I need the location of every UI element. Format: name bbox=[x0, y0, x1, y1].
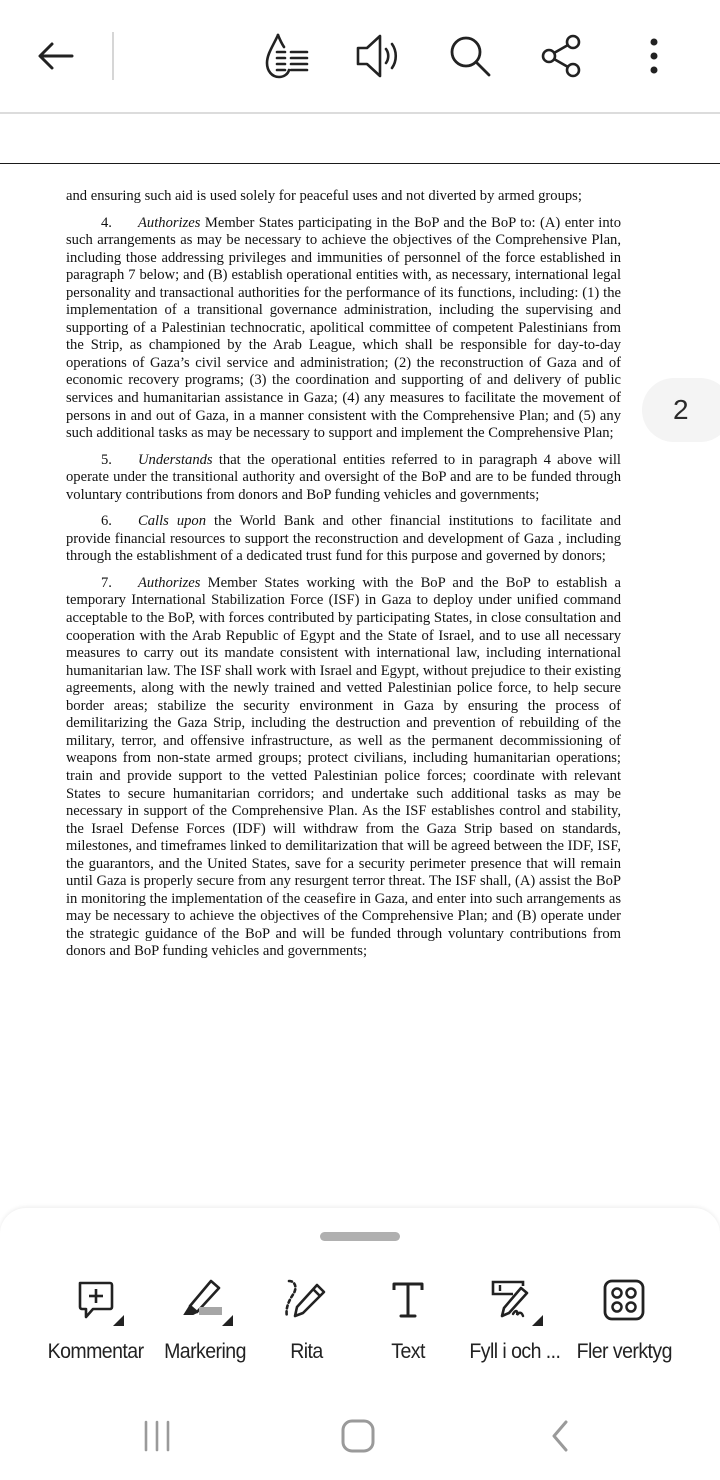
read-aloud-button[interactable] bbox=[352, 30, 404, 82]
paragraph-4 bbox=[66, 215, 621, 443]
secondary-bar bbox=[0, 114, 720, 163]
home-icon bbox=[341, 1419, 375, 1453]
tool-comment[interactable] bbox=[42, 1274, 150, 1374]
tool-label: Kommentar bbox=[48, 1340, 144, 1363]
back-button[interactable] bbox=[30, 30, 82, 82]
expand-indicator-icon bbox=[532, 1315, 543, 1326]
home-button[interactable] bbox=[328, 1416, 388, 1456]
more-options-button[interactable] bbox=[628, 30, 680, 82]
tool-text[interactable] bbox=[368, 1274, 448, 1374]
tool-icon-wrap bbox=[594, 1274, 654, 1326]
expand-indicator-icon bbox=[222, 1315, 233, 1326]
tool-label: Fler verktyg bbox=[576, 1340, 672, 1363]
paragraph-6 bbox=[66, 513, 621, 566]
tool-label: Text bbox=[391, 1340, 425, 1363]
more-options-icon bbox=[648, 36, 660, 76]
paragraph-number: 6. bbox=[101, 513, 112, 530]
document-page-text bbox=[66, 188, 621, 970]
tool-icon-wrap bbox=[378, 1274, 438, 1326]
tool-highlight[interactable] bbox=[155, 1274, 255, 1374]
recent-apps-icon bbox=[142, 1420, 172, 1452]
paragraph-5 bbox=[66, 452, 621, 505]
tool-label: Fyll i och ... bbox=[469, 1340, 561, 1363]
liquid-mode-icon bbox=[261, 32, 311, 80]
paragraph-text: Member States participating in the BoP and the BoP to: (A) enter into such arrangements as may be necessary to achieve the objectives of the Comprehensive Plan, including those addressing privileges and immunities of personnel of the force established in paragraph 7 below; and (B) establish operational entities with, as necessary, international legal personality and transactional authorities for the performance of its functions, including: (1) the implementation of a transitional governance administration, including the supervising and supporting of a Palestinian technocratic, apolitical committee of competent Palestinians from the Strip, as championed by the Arab League, which shall be responsible for day-to-day operations of Gaza’s civil service and administration; (2) the reconstruction of Gaza and of economic recovery programs; (3) the coordination and supporting of and delivery of public services and humanitarian assistance in Gaza; (4) any measures to facilitate the movement of persons in and out of Gaza, in a manner consistent with the Comprehensive Plan; and (5) any such additional tasks as may be necessary to support and implement the Comprehensive Plan; bbox=[66, 214, 621, 442]
draw-pencil-icon bbox=[283, 1277, 329, 1323]
operative-verb: Authorizes bbox=[138, 214, 201, 231]
read-aloud-icon bbox=[354, 33, 402, 79]
back-arrow-icon bbox=[36, 41, 76, 71]
paragraph-number: 7. bbox=[101, 574, 112, 591]
recent-apps-button[interactable] bbox=[127, 1416, 187, 1456]
more-tools-icon bbox=[603, 1279, 645, 1321]
operative-verb: Authorizes bbox=[138, 574, 201, 591]
tools-bottom-sheet bbox=[0, 1208, 720, 1398]
tool-draw[interactable] bbox=[266, 1274, 346, 1374]
add-comment-icon bbox=[76, 1280, 116, 1320]
paragraph-7 bbox=[66, 575, 621, 961]
liquid-mode-button[interactable] bbox=[260, 30, 312, 82]
tool-icon-wrap bbox=[175, 1274, 235, 1326]
text-icon bbox=[391, 1281, 425, 1319]
tool-label: Markering bbox=[164, 1340, 246, 1363]
operative-verb: Understands bbox=[138, 451, 213, 468]
tool-icon-wrap bbox=[485, 1274, 545, 1326]
top-app-bar bbox=[0, 0, 720, 112]
operative-verb: Calls upon bbox=[138, 513, 207, 530]
expand-indicator-icon bbox=[113, 1315, 124, 1326]
document-viewer[interactable] bbox=[0, 164, 720, 1224]
search-icon bbox=[448, 34, 492, 78]
sheet-drag-handle[interactable] bbox=[320, 1232, 400, 1241]
system-back-button[interactable] bbox=[530, 1416, 590, 1456]
toolbar-divider bbox=[112, 32, 114, 80]
share-icon bbox=[540, 34, 584, 78]
paragraph-continuation bbox=[66, 188, 621, 206]
search-button[interactable] bbox=[444, 30, 496, 82]
page-number: 2 bbox=[673, 394, 689, 425]
paragraph-number: 5. bbox=[101, 451, 112, 468]
tool-label: Rita bbox=[289, 1340, 323, 1363]
share-button[interactable] bbox=[536, 30, 588, 82]
system-navigation-bar bbox=[0, 1398, 720, 1480]
paragraph-text: Member States working with the BoP and the BoP to establish a temporary International Stabilization Force (ISF) in Gaza to deploy under unified command acceptable to the BoP, with forces contributed by participating States, in close consultation and cooperation with the Arab Republic of Egypt and the State of Israel, and to use all necessary measures to carry out its mandate consistent with international law, including international humanitarian law. The ISF shall work with Israel and Egypt, without prejudice to their existing agreements, along with the newly trained and vetted Palestinian police force, to help secure border areas; stabilize the security environment in Gaza by ensuring the process of demilitarizing the Gaza Strip, including the destruction and prevention of rebuilding of the military, terror, and offensive infrastructure, as well as the permanent decommissioning of weapons from non-state armed groups; protect civilians, including humanitarian operations; train and provide support to the vetted Palestinian police forces; coordinate with relevant States to secure humanitarian corridors; and undertake such additional tasks as may be necessary in support of the Comprehensive Plan. As the ISF establishes control and stability, the Israel Defense Forces (IDF) will withdraw from the Gaza Strip based on standards, milestones, and timeframes linked to demilitarization that will be agreed between the IDF, ISF, the guarantors, and the United States, save for a security perimeter presence that will remain until Gaza is properly secure from any resurgent terror threat. The ISF shall, (A) assist the BoP in monitoring the implementation of the ceasefire in Gaza, and enter into such arrangements as may be necessary to achieve the objectives of the Comprehensive Plan; and (B) operate under the strategic guidance of the BoP and will be funded through voluntary contributions from donors and BoP funding vehicles and governments; bbox=[66, 574, 621, 960]
paragraph-text: and ensuring such aid is used solely for peaceful uses and not diverted by armed groups; bbox=[66, 188, 582, 204]
tool-icon-wrap bbox=[66, 1274, 126, 1326]
paragraph-text: that the operational entities referred to in paragraph 4 above will operate under the transitional authority and oversight of the BoP and are to be funded through voluntary contributions from donors and BoP funding vehicles and governments; bbox=[66, 451, 621, 503]
tool-fill-and-sign[interactable] bbox=[460, 1274, 570, 1374]
back-icon bbox=[550, 1420, 570, 1452]
tool-icon-wrap bbox=[276, 1274, 336, 1326]
paragraph-text: the World Bank and other financial institutions to facilitate and provide financial resources to support the reconstruction and development of Gaza , including through the establishment of a dedicated trust fund for this purpose and governed by donors; bbox=[66, 513, 621, 565]
tool-more-tools[interactable] bbox=[570, 1274, 678, 1374]
page-number-indicator[interactable] bbox=[642, 378, 720, 442]
paragraph-number: 4. bbox=[101, 214, 112, 231]
